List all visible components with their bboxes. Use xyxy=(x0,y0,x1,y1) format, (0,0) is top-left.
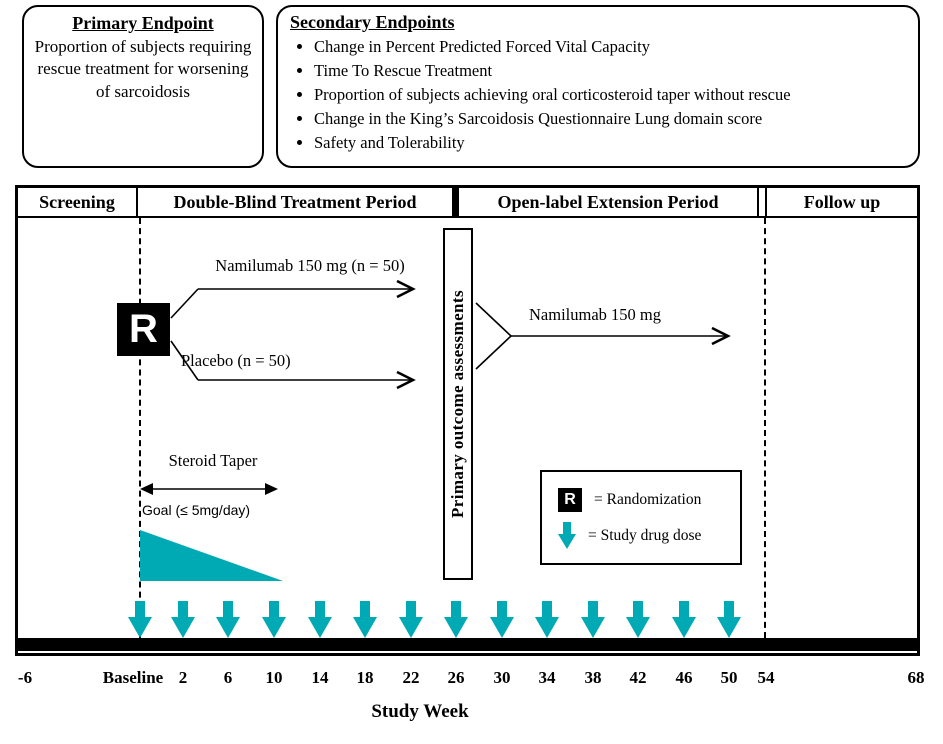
secondary-endpoints-box xyxy=(276,5,920,168)
legend-randomization-label: = Randomization xyxy=(594,491,702,508)
dose-arrow xyxy=(581,601,605,638)
primary-endpoint-title: Primary Endpoint xyxy=(72,13,214,33)
week-tick: 10 xyxy=(265,668,283,687)
week-tick: -6 xyxy=(17,668,33,687)
period-header-row xyxy=(18,188,917,218)
dose-arrow xyxy=(672,601,696,638)
secondary-endpoint-item: • Proportion of subjects achieving oral corticosteroid taper without rescue xyxy=(314,83,908,107)
legend-box xyxy=(540,470,742,565)
legend-row-randomization xyxy=(558,482,740,518)
dose-arrow xyxy=(171,601,195,638)
period-follow-up: Follow up xyxy=(765,188,917,216)
week-tick: 6 xyxy=(223,668,233,687)
dose-arrow xyxy=(490,601,514,638)
week-tick: 2 xyxy=(178,668,188,687)
secondary-endpoint-item: • Change in the King’s Sarcoidosis Questionnaire Lung domain score xyxy=(314,107,908,131)
week-tick: 68 xyxy=(907,668,925,687)
week-tick: 26 xyxy=(447,668,465,687)
timeline-bar xyxy=(17,638,918,651)
week-tick: Baseline xyxy=(102,668,164,687)
week-tick: 14 xyxy=(311,668,329,687)
dose-arrow xyxy=(399,601,423,638)
week-tick: 54 xyxy=(757,668,775,687)
randomization-symbol: R xyxy=(558,488,582,512)
dose-arrow xyxy=(308,601,332,638)
week-tick: 18 xyxy=(356,668,374,687)
dose-arrow xyxy=(353,601,377,638)
dose-arrow xyxy=(444,601,468,638)
week-tick: 30 xyxy=(493,668,511,687)
baseline-dashed-line xyxy=(139,218,141,638)
week-tick: 34 xyxy=(538,668,556,687)
legend-dose-label: = Study drug dose xyxy=(588,527,702,544)
primary-endpoint-box xyxy=(22,5,264,168)
week-tick: 42 xyxy=(629,668,647,687)
primary-endpoint-body: Proportion of subjects requiring rescue treatment for worsening of sarcoidosis xyxy=(34,37,252,101)
primary-outcome-assessments-box xyxy=(443,228,473,580)
steroid-taper-label: Steroid Taper xyxy=(168,451,258,470)
secondary-endpoints-title: Secondary Endpoints xyxy=(290,12,455,32)
dose-arrow xyxy=(128,601,152,638)
dose-arrow xyxy=(216,601,240,638)
dose-arrow xyxy=(717,601,741,638)
arm-label-open-label-namilumab: Namilumab 150 mg xyxy=(529,305,661,324)
dose-arrow xyxy=(535,601,559,638)
secondary-endpoints-list xyxy=(290,35,908,155)
secondary-endpoint-item: • Safety and Tolerability xyxy=(314,131,908,155)
study-drug-dose-icon xyxy=(558,522,576,550)
week-tick: 38 xyxy=(584,668,602,687)
period-open-label: Open-label Extension Period xyxy=(459,188,759,216)
randomization-box: R xyxy=(117,303,170,356)
week-tick: 46 xyxy=(675,668,693,687)
period-divider xyxy=(452,188,459,216)
steroid-taper-goal-label: Goal (≤ 5mg/day) xyxy=(142,502,251,518)
primary-outcome-assessments-label: Primary outcome assessments xyxy=(448,290,467,518)
legend-row-dose xyxy=(558,518,740,554)
week-tick: 22 xyxy=(402,668,420,687)
dose-arrow xyxy=(626,601,650,638)
period-double-blind: Double-Blind Treatment Period xyxy=(173,192,417,212)
secondary-endpoint-item: • Time To Rescue Treatment xyxy=(314,59,908,83)
week-tick: 50 xyxy=(720,668,738,687)
arm-label-placebo: Placebo (n = 50) xyxy=(181,351,291,370)
dose-arrow xyxy=(262,601,286,638)
study-week-axis-label: Study Week xyxy=(371,701,469,722)
arm-label-namilumab: Namilumab 150 mg (n = 50) xyxy=(215,256,405,275)
secondary-endpoint-item: • Change in Percent Predicted Forced Vital Capacity xyxy=(314,35,908,59)
period-screening: Screening xyxy=(18,188,138,216)
week-54-dashed-line xyxy=(764,218,766,638)
